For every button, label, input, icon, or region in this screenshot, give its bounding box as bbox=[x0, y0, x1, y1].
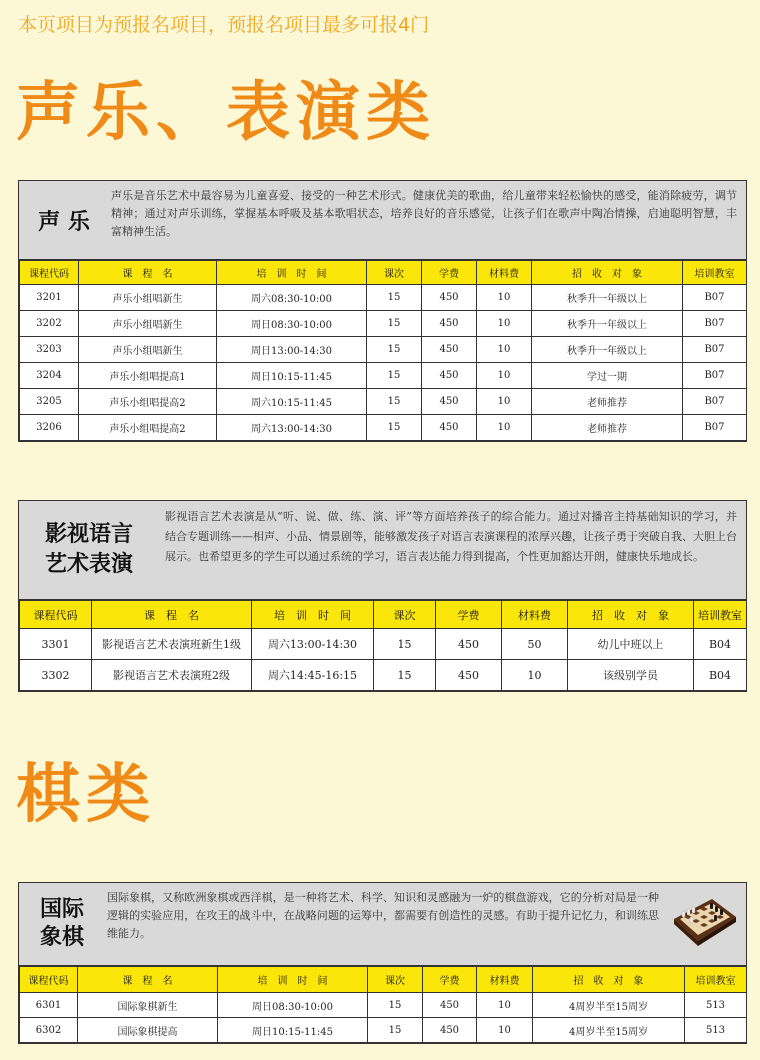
table-cell: B07 bbox=[683, 311, 747, 337]
table-cell: 10 bbox=[477, 415, 532, 441]
table-cell: 声乐小组唱提高2 bbox=[79, 415, 217, 441]
table-cell: 秋季升一年级以上 bbox=[532, 285, 683, 311]
table-cell: 6301 bbox=[20, 993, 78, 1018]
table-row bbox=[20, 993, 747, 1018]
header-cell: 招 收 对 象 bbox=[532, 261, 683, 285]
header-cell: 课程代码 bbox=[20, 261, 79, 285]
table-cell: 10 bbox=[477, 285, 532, 311]
table-row bbox=[20, 285, 747, 311]
table-cell: 声乐小组唱提高2 bbox=[79, 389, 217, 415]
table-cell: 周日08:30-10:00 bbox=[217, 311, 367, 337]
table-header-row bbox=[20, 261, 747, 285]
table-cell: 10 bbox=[477, 993, 533, 1018]
category-title-chess: 棋类 bbox=[16, 758, 156, 832]
header-cell: 培 训 时 间 bbox=[218, 967, 368, 993]
section-name-line: 国际 bbox=[39, 897, 84, 922]
table-cell: 声乐小组唱提高1 bbox=[79, 363, 217, 389]
table-cell: 450 bbox=[436, 629, 502, 660]
table-row bbox=[20, 629, 747, 660]
table-cell: 15 bbox=[368, 1018, 423, 1043]
category-title-vocal-performance: 声乐、表演类 bbox=[16, 76, 436, 150]
section-description: 影视语言艺术表演是从“听、说、做、练、演、评”等方面培养孩子的综合能力。通过对播音主持基础知识的学习，并结合专题训练——相声、小品、情景剧等，能够激发孩子对语言表演课程的浓厚兴趣，让孩子勇于突破自我、大胆上台展示。也希望更多的学生可以通过系统的学习，语言表达能力得到提高，个性更加豁达开朗，健康快乐地成长。 bbox=[165, 510, 737, 563]
table-cell: 450 bbox=[422, 363, 477, 389]
header-cell: 课次 bbox=[367, 261, 422, 285]
table-cell: 3204 bbox=[20, 363, 79, 389]
table-cell: 450 bbox=[423, 993, 477, 1018]
table-row bbox=[20, 337, 747, 363]
notice-text: 本页项目为预报名项目，预报名项目最多可报4门 bbox=[18, 14, 430, 36]
table-cell: 15 bbox=[367, 285, 422, 311]
table-cell: 周六14:45-16:15 bbox=[252, 660, 374, 691]
section-film-language bbox=[18, 500, 747, 692]
header-cell: 招 收 对 象 bbox=[568, 601, 694, 629]
table-cell: 秋季升一年级以上 bbox=[532, 337, 683, 363]
table-cell: 15 bbox=[367, 363, 422, 389]
table-cell: 15 bbox=[367, 415, 422, 441]
table-cell: 周日10:15-11:45 bbox=[218, 1018, 368, 1043]
table-cell: 周日13:00-14:30 bbox=[217, 337, 367, 363]
table-cell: 10 bbox=[477, 363, 532, 389]
table-cell: 4周岁半至15周岁 bbox=[533, 993, 685, 1018]
header-cell: 课次 bbox=[368, 967, 423, 993]
header-cell: 学费 bbox=[423, 967, 477, 993]
table-cell: 秋季升一年级以上 bbox=[532, 311, 683, 337]
table-row bbox=[20, 415, 747, 441]
table-cell: B07 bbox=[683, 337, 747, 363]
header-cell: 材料费 bbox=[477, 967, 533, 993]
table-cell: 3301 bbox=[20, 629, 92, 660]
table-cell: 15 bbox=[367, 311, 422, 337]
table-cell: 周六13:00-14:30 bbox=[217, 415, 367, 441]
header-cell: 学费 bbox=[436, 601, 502, 629]
table-cell: 450 bbox=[422, 415, 477, 441]
table-cell: 10 bbox=[477, 389, 532, 415]
table-cell: 3201 bbox=[20, 285, 79, 311]
table-cell: 周日10:15-11:45 bbox=[217, 363, 367, 389]
table-cell: 影视语言艺术表演班新生1级 bbox=[92, 629, 252, 660]
table-cell: 513 bbox=[685, 993, 747, 1018]
table-header-row bbox=[20, 601, 747, 629]
section-name bbox=[19, 501, 159, 599]
table-row bbox=[20, 1018, 747, 1043]
table-cell: 513 bbox=[685, 1018, 747, 1043]
table-cell: 15 bbox=[367, 389, 422, 415]
section-intro bbox=[19, 501, 746, 600]
table-cell: 周日08:30-10:00 bbox=[218, 993, 368, 1018]
section-intro bbox=[19, 181, 746, 260]
table-cell: 15 bbox=[374, 660, 436, 691]
header-cell: 材料费 bbox=[477, 261, 532, 285]
table-cell: B04 bbox=[694, 629, 747, 660]
table-cell: 10 bbox=[477, 311, 532, 337]
table-cell: 老师推荐 bbox=[532, 389, 683, 415]
header-cell: 课程代码 bbox=[20, 601, 92, 629]
header-cell: 培训教室 bbox=[694, 601, 747, 629]
table-cell: 国际象棋提高 bbox=[78, 1018, 218, 1043]
table-cell: 10 bbox=[502, 660, 568, 691]
table-row bbox=[20, 389, 747, 415]
table-cell: 450 bbox=[422, 285, 477, 311]
table-cell: 声乐小组唱新生 bbox=[79, 337, 217, 363]
table-cell: B07 bbox=[683, 389, 747, 415]
section-name bbox=[19, 181, 109, 259]
header-cell: 课次 bbox=[374, 601, 436, 629]
table-cell: 该级别学员 bbox=[568, 660, 694, 691]
header-cell: 招 收 对 象 bbox=[533, 967, 685, 993]
table-cell: 声乐小组唱新生 bbox=[79, 311, 217, 337]
header-cell: 课 程 名 bbox=[78, 967, 218, 993]
table-cell: 幼儿中班以上 bbox=[568, 629, 694, 660]
table-header-row bbox=[20, 967, 747, 993]
section-name-line: 声 乐 bbox=[38, 209, 90, 235]
section-name-line: 象棋 bbox=[39, 925, 84, 950]
section-name-line: 艺术表演 bbox=[44, 552, 133, 577]
course-table bbox=[19, 260, 747, 441]
table-cell: 450 bbox=[423, 1018, 477, 1043]
table-cell: 50 bbox=[502, 629, 568, 660]
header-cell: 培 训 时 间 bbox=[217, 261, 367, 285]
section-intro bbox=[19, 883, 746, 966]
table-cell: 周六10:15-11:45 bbox=[217, 389, 367, 415]
table-cell: B07 bbox=[683, 285, 747, 311]
table-cell: 10 bbox=[477, 1018, 533, 1043]
table-cell: 周六13:00-14:30 bbox=[252, 629, 374, 660]
table-cell: 450 bbox=[422, 337, 477, 363]
table-cell: 学过一期 bbox=[532, 363, 683, 389]
course-table bbox=[19, 600, 747, 691]
section-description: 国际象棋，又称欧洲象棋或西洋棋，是一种将艺术、科学、知识和灵感融为一炉的棋盘游戏，它的分析对局是一种逻辑的实验应用，在攻王的战斗中，在战略问题的运筹中，都需要有创造性的灵感。有助于提升记忆力，和训练思维能力。 bbox=[107, 891, 659, 940]
table-cell: 老师推荐 bbox=[532, 415, 683, 441]
header-cell: 培训教室 bbox=[685, 967, 747, 993]
table-cell: 3203 bbox=[20, 337, 79, 363]
table-cell: 影视语言艺术表演班2级 bbox=[92, 660, 252, 691]
header-cell: 课 程 名 bbox=[92, 601, 252, 629]
table-cell: 15 bbox=[368, 993, 423, 1018]
section-vocal bbox=[18, 180, 747, 442]
table-cell: B07 bbox=[683, 415, 747, 441]
table-cell: 3302 bbox=[20, 660, 92, 691]
table-cell: B07 bbox=[683, 363, 747, 389]
table-cell: 3206 bbox=[20, 415, 79, 441]
section-name bbox=[19, 883, 105, 965]
table-cell: 6302 bbox=[20, 1018, 78, 1043]
table-cell: 450 bbox=[422, 389, 477, 415]
section-description: 声乐是音乐艺术中最容易为儿童喜爱、接受的一种艺术形式。健康优美的歌曲，给儿童带来轻松愉快的感受，能消除疲劳，调节精神；通过对声乐训练，掌握基本呼吸及基本歌唱状态，培养良好的音乐感觉，让孩子们在歌声中陶冶情操，启迪聪明智慧，丰富精神生活。 bbox=[111, 189, 737, 238]
course-table bbox=[19, 966, 747, 1043]
table-cell: 15 bbox=[374, 629, 436, 660]
header-cell: 课 程 名 bbox=[79, 261, 217, 285]
section-name-line: 影视语言 bbox=[44, 522, 133, 547]
table-cell: 450 bbox=[436, 660, 502, 691]
table-row bbox=[20, 311, 747, 337]
section-chess bbox=[18, 882, 747, 1044]
header-cell: 培 训 时 间 bbox=[252, 601, 374, 629]
table-cell: 10 bbox=[477, 337, 532, 363]
table-cell: 国际象棋新生 bbox=[78, 993, 218, 1018]
table-cell: 15 bbox=[367, 337, 422, 363]
table-cell: B04 bbox=[694, 660, 747, 691]
table-cell: 4周岁半至15周岁 bbox=[533, 1018, 685, 1043]
header-cell: 学费 bbox=[422, 261, 477, 285]
chessboard-photo-icon bbox=[668, 889, 738, 949]
table-cell: 周六08:30-10:00 bbox=[217, 285, 367, 311]
header-cell: 课程代码 bbox=[20, 967, 78, 993]
table-cell: 3202 bbox=[20, 311, 79, 337]
table-cell: 声乐小组唱新生 bbox=[79, 285, 217, 311]
header-cell: 培训教室 bbox=[683, 261, 747, 285]
table-row bbox=[20, 660, 747, 691]
table-row bbox=[20, 363, 747, 389]
table-cell: 3205 bbox=[20, 389, 79, 415]
table-cell: 450 bbox=[422, 311, 477, 337]
header-cell: 材料费 bbox=[502, 601, 568, 629]
